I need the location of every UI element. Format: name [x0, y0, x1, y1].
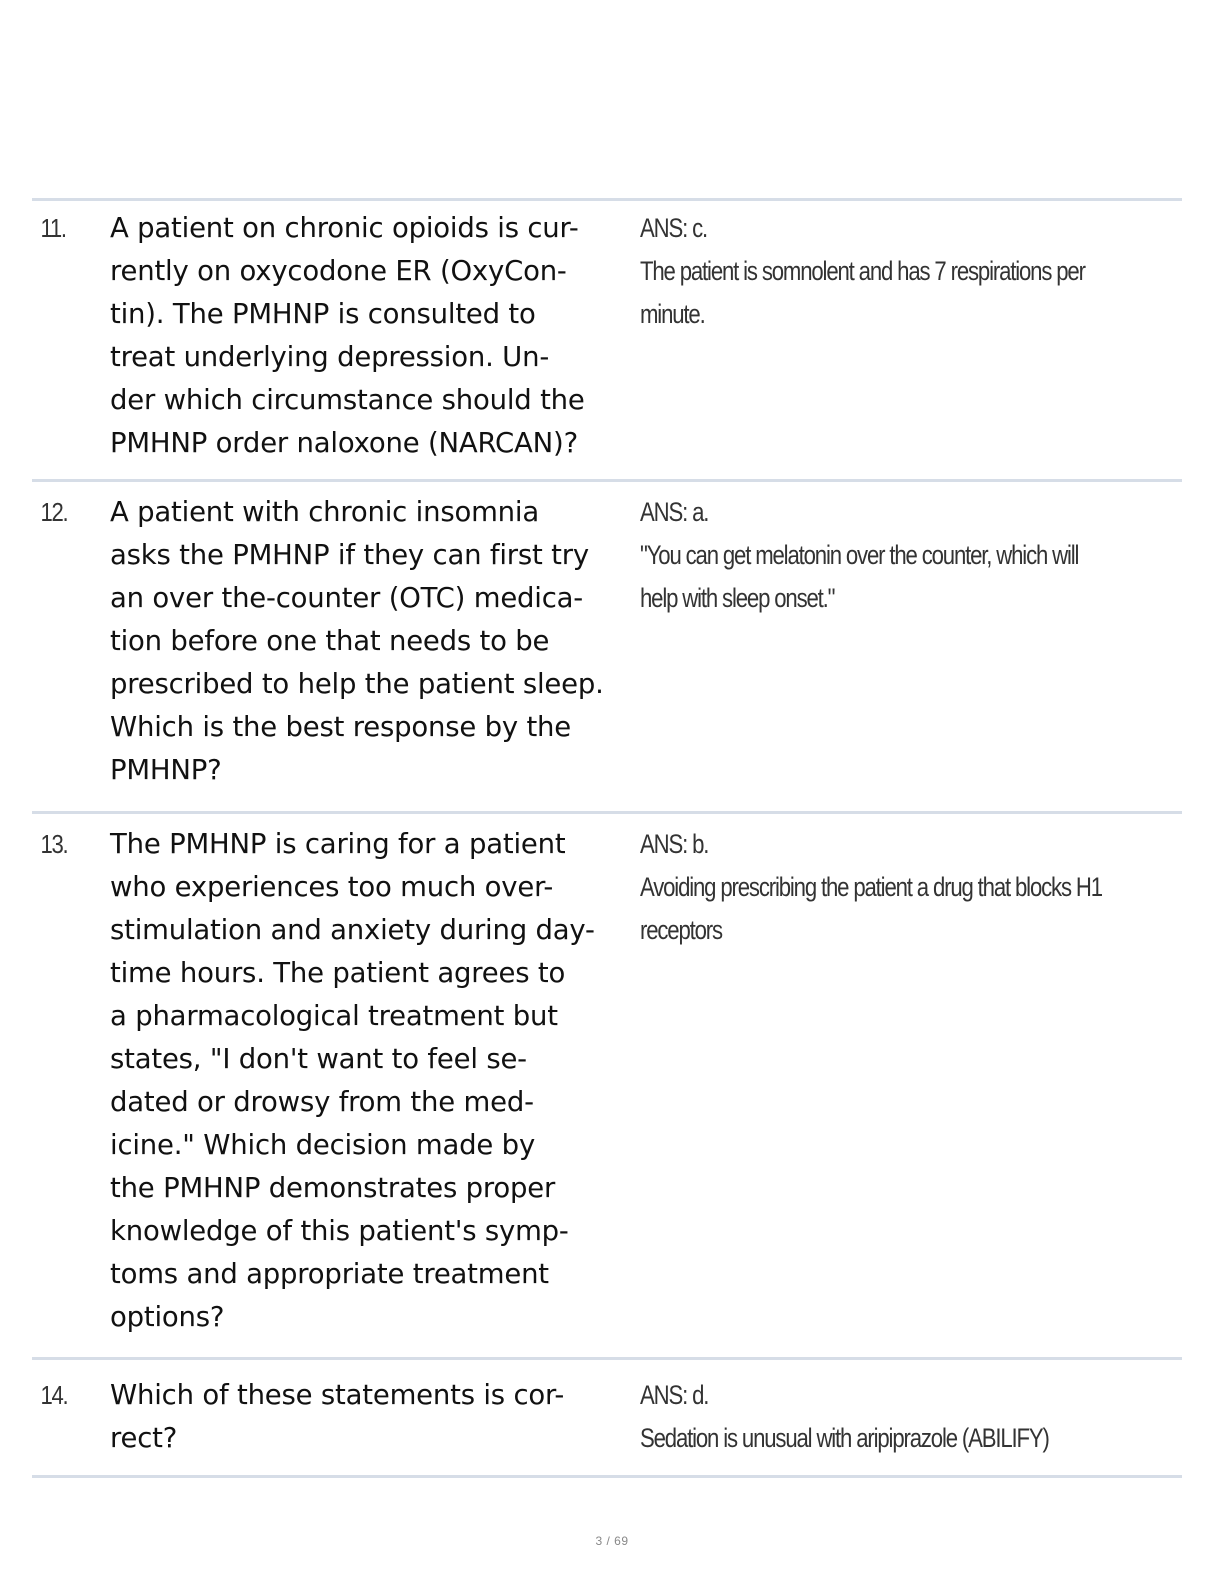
question-line: A patient on chronic opioids is cur-	[110, 212, 579, 244]
question-line: who experiences too much over-	[110, 871, 554, 903]
question-line: stimulation and anxiety during day-	[110, 914, 595, 946]
answer-text	[640, 823, 1182, 1357]
answer-line: Sedation is unusual with aripiprazole (ABILIFY)	[640, 1423, 1049, 1453]
answer-text	[640, 1374, 1182, 1475]
question-row-12	[32, 482, 1182, 814]
question-line: prescribed to help the patient sleep.	[110, 668, 604, 700]
question-line: dated or drowsy from the med-	[110, 1086, 534, 1118]
answer-label: ANS: a.	[640, 497, 709, 527]
question-text	[110, 823, 640, 1357]
question-line: toms and appropriate treatment	[110, 1258, 549, 1290]
question-number: 14.	[40, 1380, 68, 1410]
question-text	[110, 1374, 640, 1475]
question-line: asks the PMHNP if they can first try	[110, 539, 589, 571]
question-line: time hours. The patient agrees to	[110, 957, 566, 989]
question-line: The PMHNP is caring for a patient	[110, 828, 566, 860]
answer-line: help with sleep onset."	[640, 583, 835, 613]
answer-line: "You can get melatonin over the counter, which will	[640, 540, 1079, 570]
answer-text	[640, 207, 1182, 479]
question-line: der which circumstance should the	[110, 384, 585, 416]
question-number: 12.	[40, 497, 68, 527]
answer-line: minute.	[640, 299, 705, 329]
answer-label: ANS: b.	[640, 829, 709, 859]
answer-text	[640, 491, 1182, 811]
question-number: 13.	[40, 829, 68, 859]
question-line: tion before one that needs to be	[110, 625, 550, 657]
question-line: an over the-counter (OTC) medica-	[110, 582, 584, 614]
question-line: rect?	[110, 1422, 178, 1454]
answer-label: ANS: d.	[640, 1380, 709, 1410]
question-line: the PMHNP demonstrates proper	[110, 1172, 556, 1204]
question-number: 11.	[40, 213, 66, 243]
question-line: PMHNP order naloxone (NARCAN)?	[110, 427, 578, 459]
answer-line: Avoiding prescribing the patient a drug that blocks H1	[640, 872, 1102, 902]
question-line: rently on oxycodone ER (OxyCon-	[110, 255, 567, 287]
question-line: options?	[110, 1301, 225, 1333]
question-line: icine." Which decision made by	[110, 1129, 536, 1161]
question-line: states, "I don't want to feel se-	[110, 1043, 527, 1075]
question-row-13	[32, 814, 1182, 1360]
question-line: A patient with chronic insomnia	[110, 496, 539, 528]
answer-line: The patient is somnolent and has 7 respirations per	[640, 256, 1085, 286]
answer-line: receptors	[640, 915, 722, 945]
answer-label: ANS: c.	[640, 213, 708, 243]
question-answer-table	[32, 198, 1182, 1478]
question-line: tin). The PMHNP is consulted to	[110, 298, 536, 330]
question-line: knowledge of this patient's symp-	[110, 1215, 569, 1247]
question-text	[110, 491, 640, 811]
question-line: PMHNP?	[110, 754, 222, 786]
question-row-14	[32, 1360, 1182, 1478]
page-number: 3 / 69	[595, 1534, 629, 1548]
question-line: Which is the best response by the	[110, 711, 572, 743]
question-line: treat underlying depression. Un-	[110, 341, 550, 373]
question-text	[110, 207, 640, 479]
question-line: a pharmacological treatment but	[110, 1000, 558, 1032]
question-row-11	[32, 201, 1182, 482]
question-line: Which of these statements is cor-	[110, 1379, 565, 1411]
